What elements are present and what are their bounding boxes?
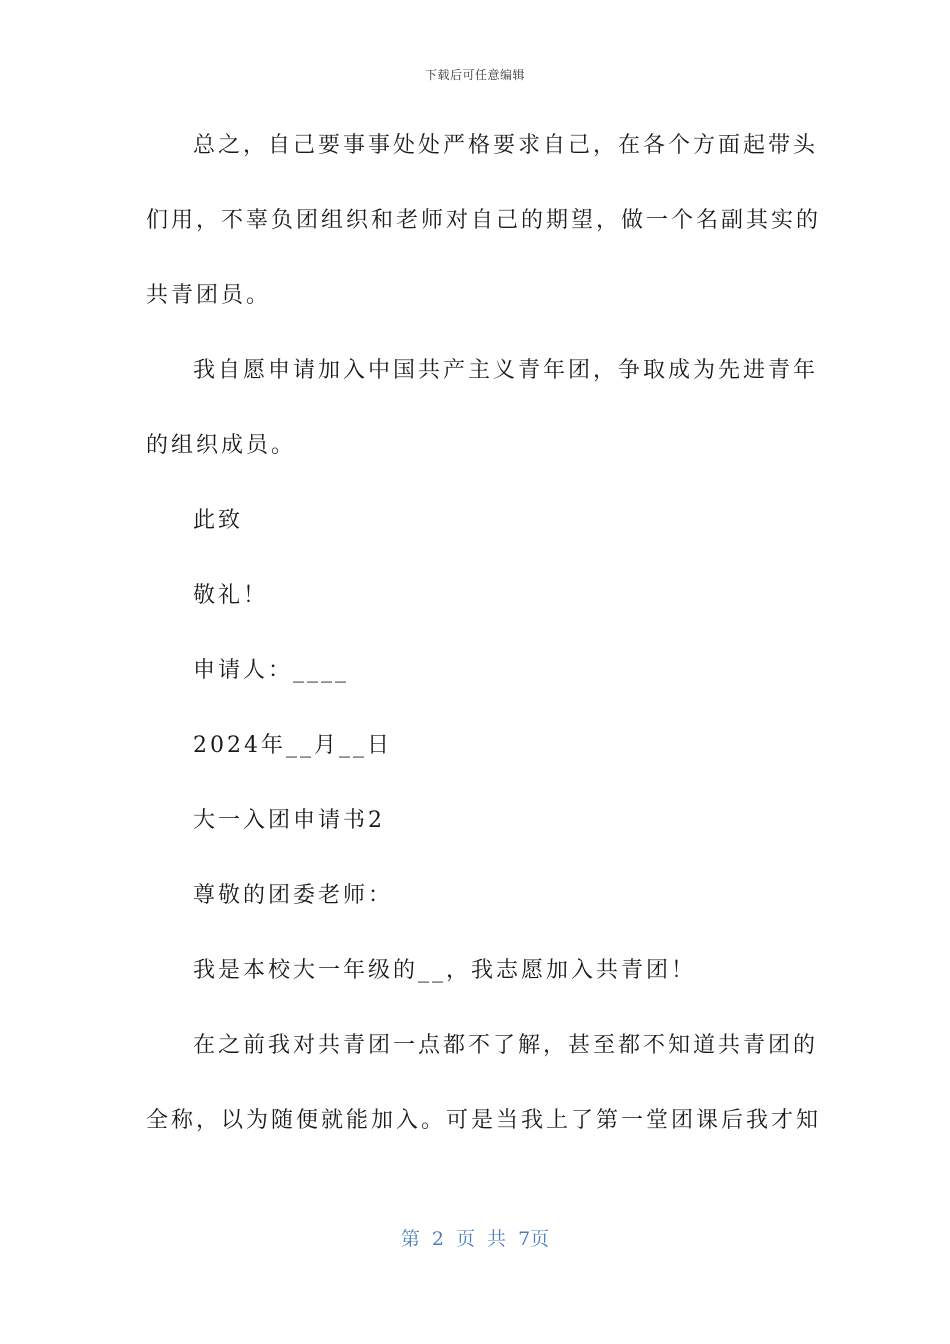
paragraph-line: 总之，自己要事事处处严格要求自己，在各个方面起带头 bbox=[193, 133, 819, 158]
closing-salutation: 此致 bbox=[193, 508, 244, 533]
paragraph-line: 的组织成员。 bbox=[146, 433, 297, 458]
page-number-footer: 第 2 页 共 7页 bbox=[400, 1228, 550, 1250]
applicant-signature-line: 申请人：____ bbox=[193, 658, 350, 683]
closing-regards: 敬礼！ bbox=[193, 583, 269, 608]
paragraph-line: 我自愿申请加入中国共产主义青年团，争取成为先进青年 bbox=[193, 358, 819, 383]
paragraph-line: 共青团员。 bbox=[146, 283, 272, 308]
page-header-note: 下载后可任意编辑 bbox=[424, 68, 525, 82]
paragraph-line: 们用，不辜负团组织和老师对自己的期望，做一个名副其实的 bbox=[146, 208, 822, 233]
paragraph-line: 我是本校大一年级的__，我志愿加入共青团！ bbox=[193, 958, 697, 983]
paragraph-line: 在之前我对共青团一点都不了解，甚至都不知道共青团的 bbox=[193, 1033, 819, 1058]
paragraph-line: 全称，以为随便就能加入。可是当我上了第一堂团课后我才知 bbox=[146, 1108, 822, 1133]
section-title: 大一入团申请书2 bbox=[193, 808, 385, 833]
date-line: 2024年__月__日 bbox=[193, 733, 392, 758]
letter-greeting: 尊敬的团委老师： bbox=[193, 883, 394, 908]
document-body bbox=[146, 122, 822, 1172]
